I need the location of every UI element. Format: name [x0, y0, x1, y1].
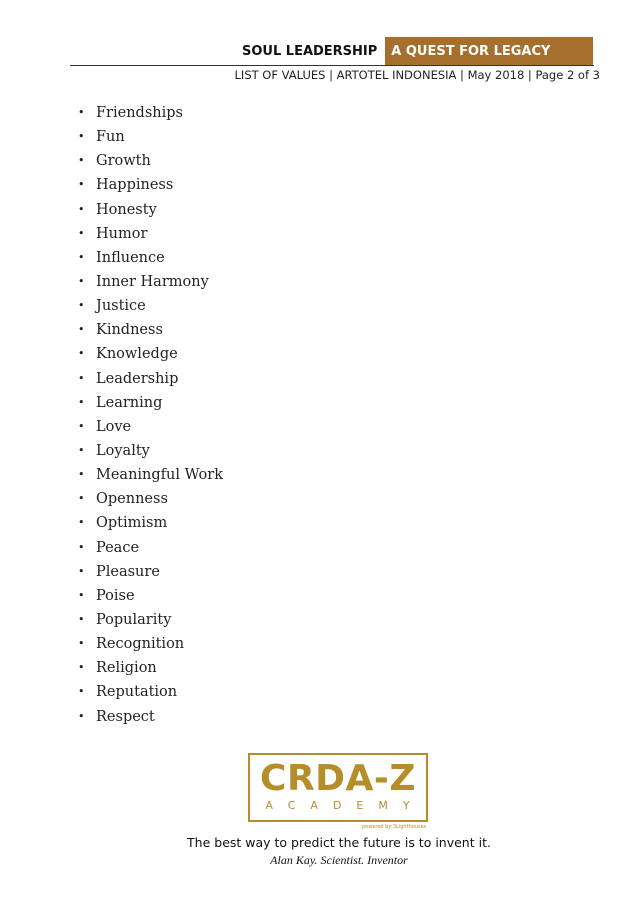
list-item — [78, 222, 223, 246]
bullet-icon: • — [78, 106, 85, 119]
bullet-icon: • — [78, 371, 85, 385]
value-label: Popularity — [96, 611, 172, 628]
values-list — [78, 101, 223, 729]
bullet-icon: • — [78, 443, 85, 457]
value-label: Recognition — [96, 636, 185, 653]
list-item — [78, 584, 223, 608]
bullet-icon: • — [78, 274, 85, 288]
bullet-icon: • — [78, 250, 85, 264]
bullet-icon: • — [78, 419, 85, 433]
header-title-dark: SOUL LEADERSHIP — [242, 44, 378, 59]
value-label: Reputation — [96, 684, 178, 701]
bullet-icon: • — [78, 564, 85, 578]
bullet-icon: • — [78, 154, 85, 168]
value-label: Meaningful Work — [96, 467, 223, 484]
value-label: Openness — [96, 491, 168, 508]
value-label: Kindness — [96, 322, 163, 339]
list-item — [78, 632, 223, 656]
bullet-icon: • — [78, 299, 85, 313]
value-label: Happiness — [96, 177, 174, 194]
header-title-accent: A QUEST FOR LEGACY — [385, 37, 593, 66]
list-item — [78, 415, 223, 439]
value-label: Learning — [96, 394, 163, 411]
list-item — [78, 680, 223, 704]
list-item — [78, 342, 223, 366]
logo-sub-text: ACADEMY — [265, 799, 425, 812]
header-title — [242, 37, 593, 66]
list-item — [78, 149, 223, 173]
bullet-icon: • — [78, 130, 85, 144]
value-label: Friendships — [96, 105, 183, 121]
bullet-icon: • — [78, 468, 85, 482]
value-label: Growth — [96, 153, 151, 170]
list-item — [78, 318, 223, 342]
bullet-icon: • — [78, 492, 85, 506]
logo-main-text: CRDA-Z — [260, 758, 416, 799]
list-item — [78, 463, 223, 487]
list-item — [78, 487, 223, 511]
value-label: Humor — [96, 225, 148, 242]
list-item — [78, 705, 223, 729]
header-subtitle: LIST OF VALUES | ARTOTEL INDONESIA | May 2018 | Page 2 of 3 — [234, 68, 600, 82]
logo-powered-by: powered by 3Lighthouses — [362, 824, 427, 830]
list-item — [78, 270, 223, 294]
value-label: Justice — [96, 298, 146, 315]
value-label: Love — [96, 418, 132, 435]
value-label: Fun — [96, 129, 125, 146]
bullet-icon: • — [78, 323, 85, 337]
bullet-icon: • — [78, 347, 85, 361]
footer-quote: The best way to predict the future is to invent it. — [187, 835, 491, 850]
value-label: Inner Harmony — [96, 273, 209, 290]
bullet-icon: • — [78, 516, 85, 530]
value-label: Optimism — [96, 515, 168, 532]
bullet-icon: • — [78, 709, 85, 723]
list-item — [78, 560, 223, 584]
list-item — [78, 125, 223, 149]
bullet-icon: • — [78, 637, 85, 651]
crdaz-academy-logo — [248, 753, 428, 822]
bullet-icon: • — [78, 202, 85, 216]
list-item — [78, 101, 223, 125]
list-item — [78, 294, 223, 318]
bullet-icon: • — [78, 685, 85, 699]
list-item — [78, 511, 223, 535]
value-label: Religion — [96, 660, 157, 677]
list-item — [78, 608, 223, 632]
value-label: Knowledge — [96, 346, 178, 363]
value-label: Respect — [96, 708, 155, 725]
bullet-icon: • — [78, 661, 85, 675]
list-item — [78, 173, 223, 197]
header-divider — [70, 65, 594, 66]
list-item — [78, 367, 223, 391]
value-label: Poise — [96, 587, 135, 604]
footer-quote-author: Alan Kay. Scientist. Inventor — [270, 853, 408, 867]
list-item — [78, 198, 223, 222]
list-item — [78, 439, 223, 463]
bullet-icon: • — [78, 178, 85, 192]
bullet-icon: • — [78, 588, 85, 602]
value-label: Influence — [96, 249, 165, 266]
value-label: Pleasure — [96, 563, 160, 580]
value-label: Leadership — [96, 370, 179, 387]
value-label: Honesty — [96, 201, 157, 218]
bullet-icon: • — [78, 395, 85, 409]
bullet-icon: • — [78, 226, 85, 240]
list-item — [78, 391, 223, 415]
bullet-icon: • — [78, 612, 85, 626]
list-item — [78, 536, 223, 560]
list-item — [78, 656, 223, 680]
list-item — [78, 246, 223, 270]
value-label: Loyalty — [96, 442, 150, 459]
value-label: Peace — [96, 539, 140, 556]
bullet-icon: • — [78, 540, 85, 554]
